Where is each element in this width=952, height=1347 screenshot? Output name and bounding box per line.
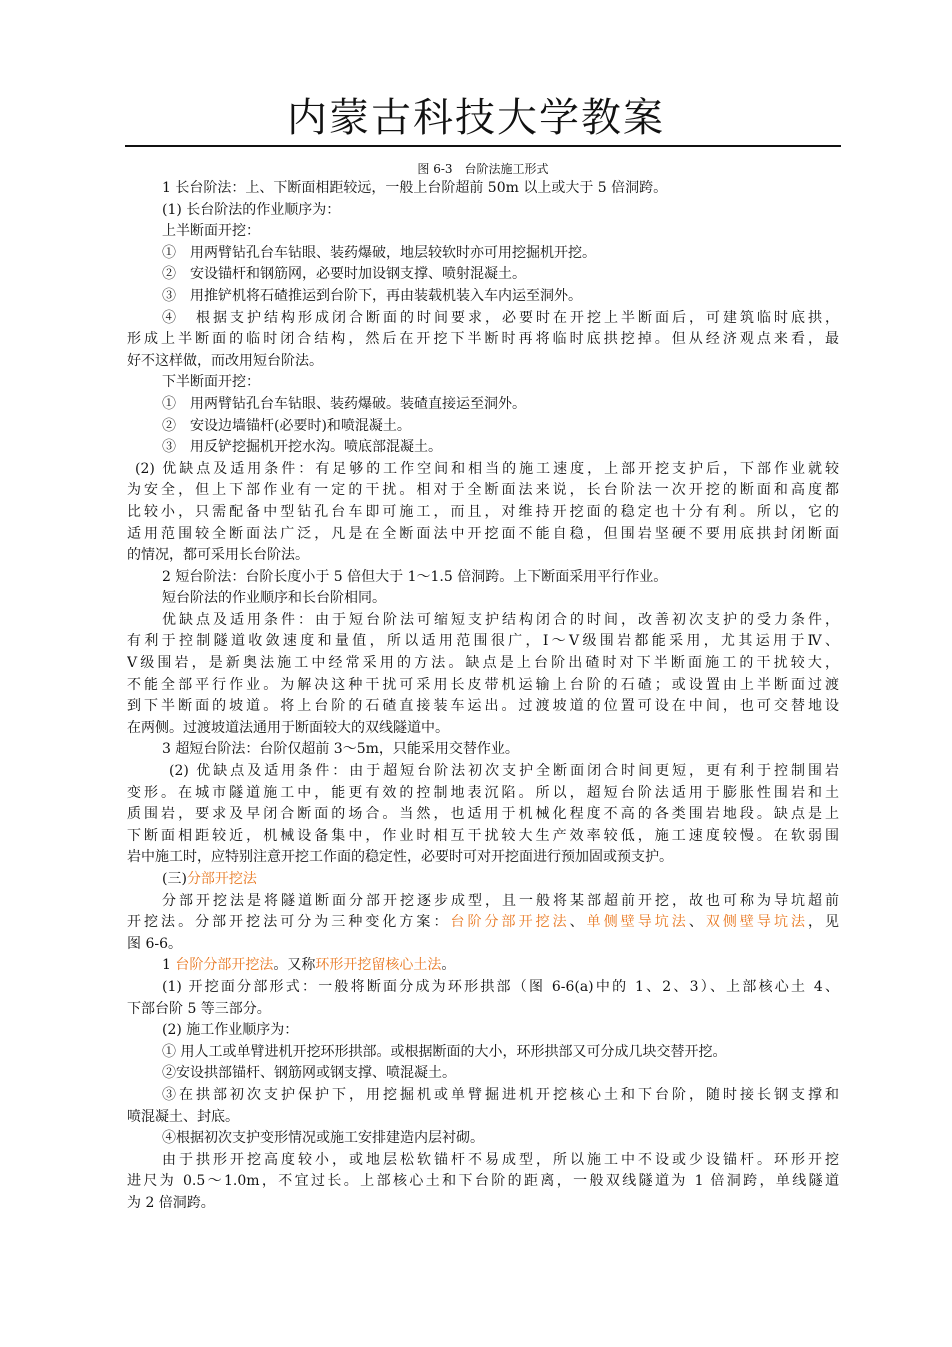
document-body bbox=[127, 160, 839, 1215]
link-taijie-fenbu[interactable]: 台阶分部开挖法 bbox=[450, 914, 570, 931]
text-line: 图 6-6。 bbox=[127, 935, 182, 952]
text-line: 下断面相距较近，机械设备集中，作业时相互干扰较大生产效率较低，施工速度较慢。在软弱围 bbox=[127, 827, 839, 844]
text-span: 、 bbox=[688, 914, 706, 931]
text-span: ，见 bbox=[808, 914, 839, 931]
text-line: 形成上半断面的临时闭合结构，然后在开挖下半断时再将临时底拱挖掉。但从经济观点来看，最 bbox=[127, 331, 839, 348]
text-line: 进尺为 0.5～1.0m，不宜过长。上部核心土和下台阶的距离，一般双线隧道为 1 倍洞跨，单线隧道 bbox=[127, 1173, 839, 1190]
text-line: ③ 用反铲挖掘机开挖水沟。喷底部混凝土。 bbox=[162, 439, 442, 456]
link-huanxing-kaiwa[interactable]: 环形开挖留核心土法 bbox=[315, 957, 442, 974]
text-span: 、 bbox=[569, 914, 587, 931]
text-line: 分部开挖法是将隧道断面分部开挖逐步成型，且一般将某部超前开挖，故也可称为导坑超前 bbox=[162, 892, 839, 909]
text-line: 优缺点及适用条件：由于短台阶法可缩短支护结构闭合的时间，改善初次支护的受力条件， bbox=[162, 611, 839, 628]
text-line: 不能全部平行作业。为解决这种干扰可采用长皮带机运输上台阶的石碴；或设置由上半断面过渡 bbox=[127, 676, 839, 693]
text-line: (2) 施工作业顺序为： bbox=[162, 1022, 299, 1039]
text-line: ③ 用推铲机将石碴推运到台阶下，再由装载机装入车内运至洞外。 bbox=[162, 287, 582, 304]
text-line: ② 安设边墙锚杆(必要时)和喷混凝土。 bbox=[162, 417, 411, 434]
text-line: ④根据初次支护变形情况或施工安排建造内层衬砌。 bbox=[162, 1130, 484, 1147]
text-line: 2 短台阶法：台阶长度小于 5 倍但大于 1～1.5 倍洞跨。上下断面采用平行作业。 bbox=[162, 568, 668, 585]
link-dance-bidao[interactable]: 单侧壁导坑法 bbox=[586, 914, 689, 931]
text-span: 1 bbox=[162, 957, 176, 974]
text-span: 。 bbox=[441, 957, 456, 974]
text-line: (1) 长台阶法的作业顺序为： bbox=[162, 201, 341, 218]
text-line: ②安设拱部锚杆、钢筋网或钢支撑、喷混凝土。 bbox=[162, 1065, 456, 1082]
text-line: 为安全，但上下部作业有一定的干扰。相对于全断面法来说，长台阶法一次开挖的断面和高度都 bbox=[127, 482, 839, 499]
section-number: (三) bbox=[162, 871, 187, 887]
text-line: 适用范围较全断面法广泛，凡是在全断面法中开挖面不能自稳，但围岩坚硬不要用底拱封闭断面 bbox=[127, 525, 839, 542]
text-line: ② 安设锚杆和钢筋网，必要时加设钢支撑、喷射混凝土。 bbox=[162, 266, 526, 283]
text-line: ① 用两臂钻孔台车钻眼、装药爆破。装碴直接运至洞外。 bbox=[162, 395, 526, 412]
text-line-mixed bbox=[127, 955, 839, 977]
figure-caption: 图 6-3 台阶法施工形式 bbox=[417, 162, 549, 176]
text-line: 为 2 倍洞跨。 bbox=[127, 1194, 215, 1211]
page-title: 内蒙古科技大学教案 bbox=[287, 95, 665, 141]
text-line: (2) 优缺点及适用条件：由于超短台阶法初次支护全断面闭合时间更短，更有利于控制围岩 bbox=[169, 763, 839, 780]
text-line: ① 用人工或单臂进机开挖环形拱部。或根据断面的大小，环形拱部又可分成几块交替开挖。 bbox=[162, 1043, 727, 1060]
text-line: ① 用两臂钻孔台车钻眼、装药爆破，地层较软时亦可用挖掘机开挖。 bbox=[162, 244, 596, 261]
text-line: 下半断面开挖： bbox=[162, 374, 260, 391]
text-line: 3 超短台阶法：台阶仅超前 3～5m，只能采用交替作业。 bbox=[162, 741, 519, 758]
text-line: 的情况，都可采用长台阶法。 bbox=[127, 547, 309, 564]
section-heading bbox=[127, 869, 839, 891]
text-line: 下部台阶 5 等三部分。 bbox=[127, 1000, 271, 1017]
text-line-mixed bbox=[127, 912, 839, 934]
text-line: 在两侧。过渡坡道法通用于断面较大的双线隧道中。 bbox=[127, 719, 449, 736]
text-line: 岩中施工时，应特别注意开挖工作面的稳定性，必要时可对开挖面进行预加固或预支护。 bbox=[127, 849, 673, 866]
header-rule bbox=[125, 145, 841, 147]
text-line: 有利于控制隧道收敛速度和量值，所以适用范围很广，Ⅰ～Ⅴ级围岩都能采用，尤其运用于Ⅳ、 bbox=[127, 633, 839, 650]
text-span: 开挖法。分部开挖法可分为三种变化方案： bbox=[127, 914, 451, 931]
text-line: ③在拱部初次支护保护下，用挖掘机或单臂掘进机开挖核心土和下台阶，随时接长钢支撑和 bbox=[162, 1086, 839, 1103]
text-line: 到下半断面的坡道。将上台阶的石碴直接装车运出。过渡坡道的位置可设在中间，也可交替地设 bbox=[127, 698, 839, 715]
text-line: 由于拱形开挖高度较小，或地层松软锚杆不易成型，所以施工中不设或少设锚杆。环形开挖 bbox=[162, 1151, 839, 1168]
text-line: 质围岩，要求及早闭合断面的场合。当然，也适用于机械化程度不高的各类围岩地段。缺点是上 bbox=[127, 806, 839, 823]
link-shuangce-bidao[interactable]: 双侧壁导坑法 bbox=[705, 914, 809, 931]
text-line: 好不这样做，而改用短台阶法。 bbox=[127, 352, 323, 369]
text-line: 短台阶法的作业顺序和长台阶相同。 bbox=[162, 590, 386, 607]
text-line: 比较小，只需配备中型钻孔台车即可施工，而且，对维持开挖面的稳定也十分有利。所以，它的 bbox=[127, 503, 839, 520]
text-line: Ⅴ级围岩，是新奥法施工中经常采用的方法。缺点是上台阶出碴时对下半断面施工的干扰较大， bbox=[127, 655, 839, 672]
text-line: (1) 开挖面分部形式：一般将断面分成为环形拱部（图 6-6(a)中的 1、2、3）、上部核心土 4、 bbox=[162, 978, 839, 995]
text-line: 1 长台阶法：上、下断面相距较远，一般上台阶超前 50m 以上或大于 5 倍洞跨。 bbox=[162, 180, 668, 196]
text-line: 变形。在城市隧道施工中，能更有效的控制地表沉陷。所以，超短台阶法适用于膨胀性围岩和土 bbox=[127, 784, 839, 801]
text-line: (2) 优缺点及适用条件：有足够的工作空间和相当的施工速度，上部开挖支护后，下部作业就较 bbox=[135, 460, 839, 477]
text-line: 喷混凝土、封底。 bbox=[127, 1108, 239, 1125]
section-link-fenbu[interactable]: 分部开挖法 bbox=[186, 871, 257, 887]
text-span: 。又称 bbox=[273, 957, 316, 974]
text-line: ④ 根据支护结构形成闭合断面的时间要求，必要时在开挖上半断面后，可建筑临时底拱， bbox=[162, 309, 839, 326]
link-taijie-fenbu-2[interactable]: 台阶分部开挖法 bbox=[175, 957, 274, 974]
text-line: 上半断面开挖： bbox=[162, 223, 260, 240]
